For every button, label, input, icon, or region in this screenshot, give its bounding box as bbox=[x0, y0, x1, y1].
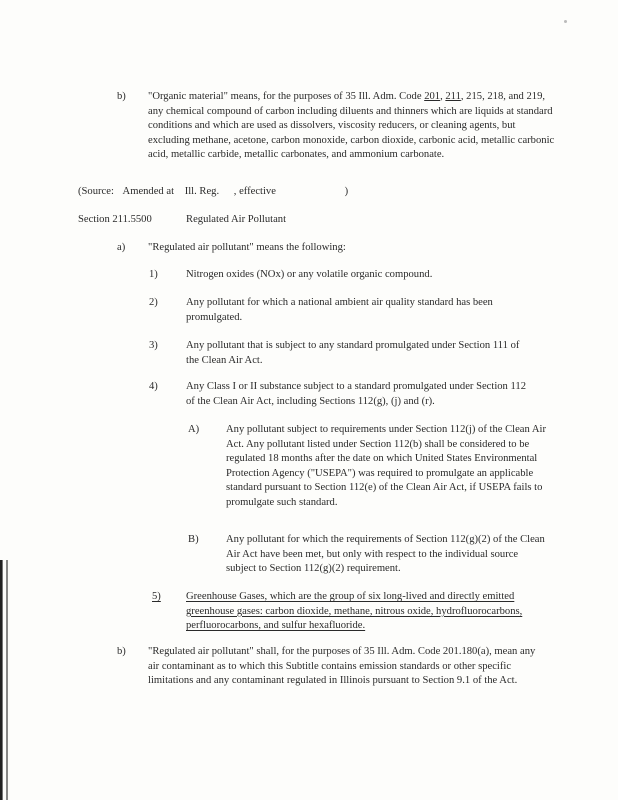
scan-edge-artifact bbox=[0, 560, 5, 800]
organic-material-text-end: , 215, 218, and 219, any chemical compound of carbon including diluents and thinners which are liquids at standard conditions and which are used as dissolvers, viscosity reducers, or cleaning agents, but excluding methane, acetone, carbon monoxide, carbon dioxide, carbonic acid, metallic carbonic acid, metallic carbide, metallic carbonates, and ammonium carbonate. bbox=[148, 91, 555, 161]
organic-material-text-start: "Organic material" means, for the purposes of 35 Ill. Adm. Code bbox=[148, 91, 425, 102]
section-title: Regulated Air Pollutant bbox=[186, 214, 287, 225]
scan-speck bbox=[564, 20, 567, 23]
subitem-2-label: 2) bbox=[149, 297, 158, 308]
item-a-text: "Regulated air pollutant" means the following: bbox=[148, 242, 346, 253]
link-211[interactable]: 211 bbox=[445, 91, 461, 102]
scan-edge-line bbox=[6, 560, 8, 800]
subitem-1-label: 1) bbox=[149, 269, 158, 280]
section-number: Section 211.5500 bbox=[78, 214, 152, 225]
item-b-top-label: b) bbox=[117, 91, 126, 102]
source-ill-reg: Ill. Reg. bbox=[184, 186, 220, 197]
source-amended: Amended at bbox=[122, 186, 175, 197]
subitem-4-text: Any Class I or II substance subject to a standard promulgated under Section 112 of the Clean Air Act, including Sections 112(g), (j) and (r). bbox=[186, 381, 526, 407]
subsub-a-label: A) bbox=[188, 424, 200, 435]
subsub-a-text: Any pollutant subject to requirements under Section 112(j) of the Clean Air Act. Any pollutant listed under Section 112(b) shall be considered to be regulated 18 months after the date on which United States Environmental Protection Agency ("USEPA") was required to promulgate an applicable standard pursuant to Section 112(e) of the Clean Air Act, if USEPA fails to promulgate such standard. bbox=[226, 424, 546, 508]
subitem-1-text: Nitrogen oxides (NOx) or any volatile organic compound. bbox=[186, 269, 433, 280]
subsub-b-text: Any pollutant for which the requirements of Section 112(g)(2) of the Clean Air Act have been met, but only with respect to the individual source subject to Section 112(g)(2) requirement. bbox=[226, 534, 545, 575]
subitem-5-greenhouse-gases: Greenhouse Gases, which are the group of six long-lived and directly emitted greenhouse gases: carbon dioxide, methane, nitrous oxide, hydrofluorocarbons, perfluorocarbons, and sulfur hexafluoride. bbox=[186, 591, 523, 632]
subsub-b-label: B) bbox=[188, 534, 199, 545]
subitem-4-label: 4) bbox=[149, 381, 158, 392]
subitem-2-text: Any pollutant for which a national ambient air quality standard has been promulgated. bbox=[186, 297, 493, 323]
regulated-air-pollutant-b-text: "Regulated air pollutant" shall, for the purposes of 35 Ill. Adm. Code 201.180(a), mean any air contaminant as to which this Subtitle contains emission standards or other specific limitations and any contaminant regulated in Illinois pursuant to Section 9.1 of the Act. bbox=[148, 646, 536, 687]
source-effective: , effective bbox=[233, 186, 276, 197]
organic-material-definition: "Organic material" means, for the purposes of 35 Ill. Adm. Code 201, 211, 215, 218, and 219, any chemical compound of carbon including diluents and thinners which are liquids at standard conditions and which are used as dissolvers, viscosity reducers, or cleaning agents, but excluding methane, acetone, carbon monoxide, carbon dioxide, carbonic acid, metallic carbonic acid, metallic carbide, metallic carbonates, and ammonium carbonate. bbox=[148, 91, 555, 161]
subitem-5-label: 5) bbox=[152, 591, 161, 602]
item-b-bottom-label: b) bbox=[117, 646, 126, 657]
source-note bbox=[78, 185, 348, 200]
subitem-3-text: Any pollutant that is subject to any standard promulgated under Section 111 of the Clean Air Act. bbox=[186, 340, 520, 366]
subitem-3-label: 3) bbox=[149, 340, 158, 351]
item-a-label: a) bbox=[117, 242, 126, 253]
source-prefix: (Source: bbox=[78, 186, 114, 197]
link-201[interactable]: 201 bbox=[424, 91, 441, 102]
source-close: ) bbox=[344, 186, 349, 197]
